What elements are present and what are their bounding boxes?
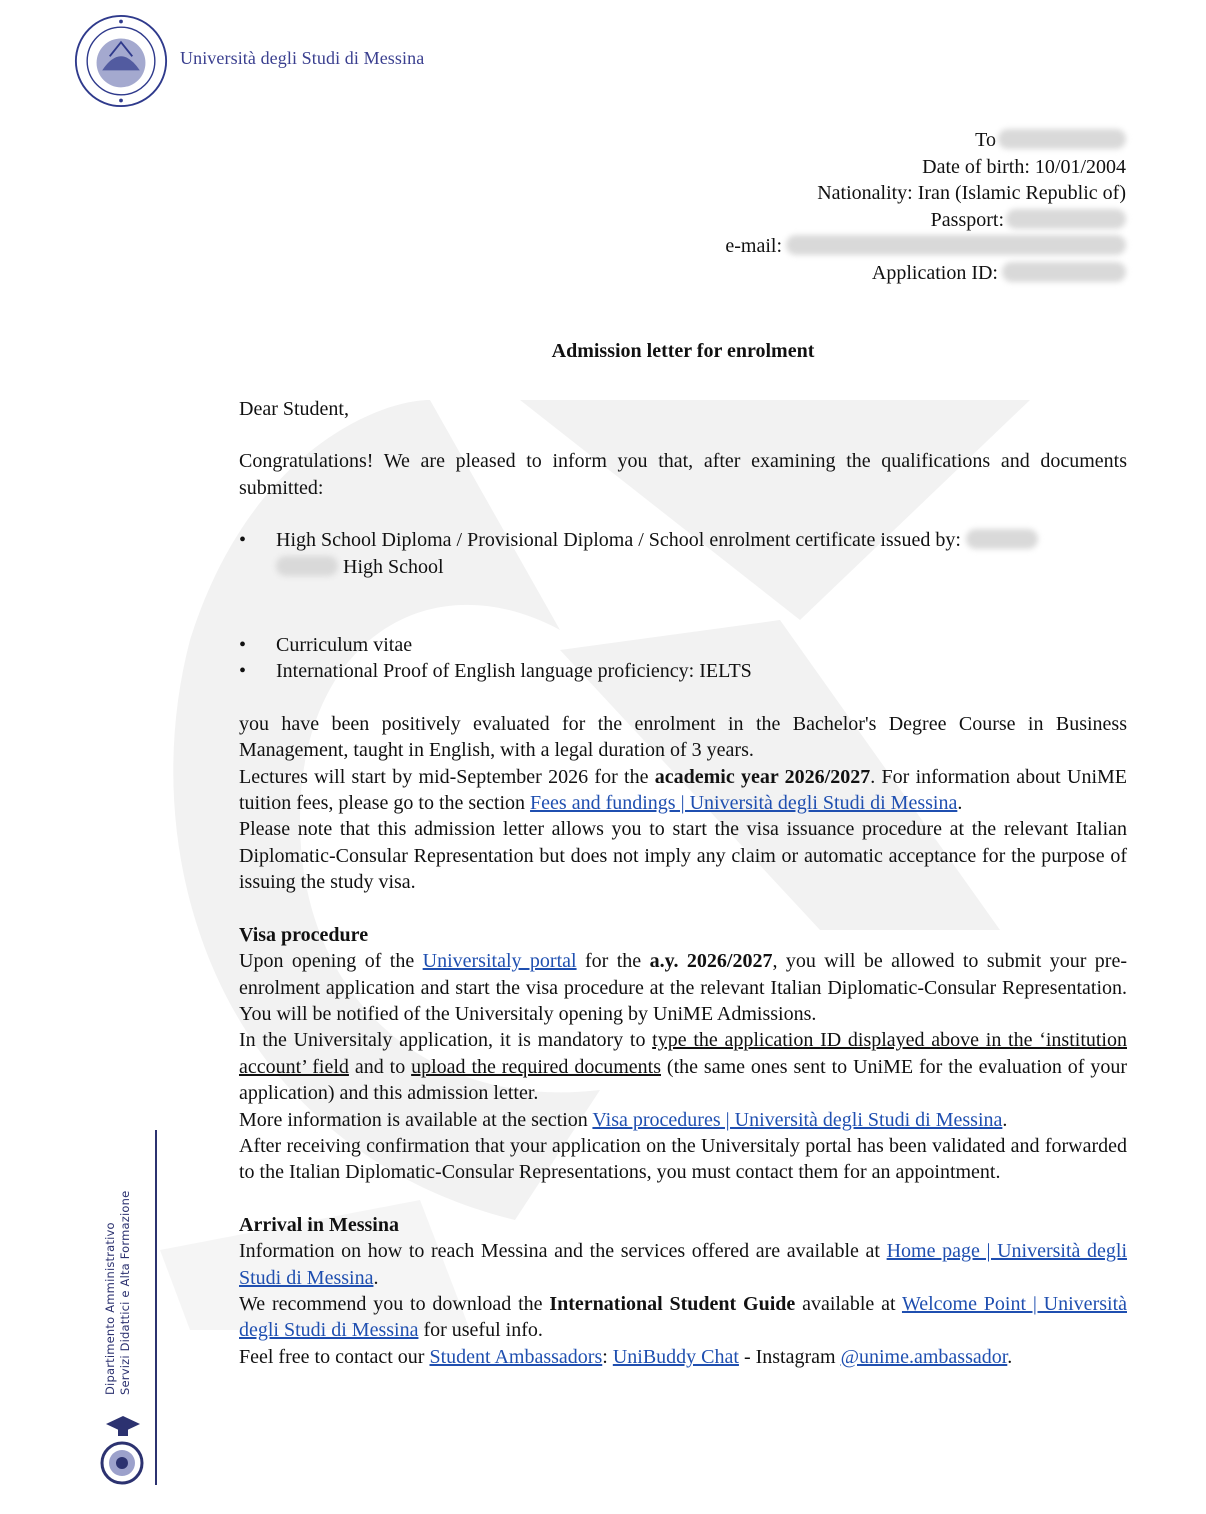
letter-title: Admission letter for enrolment [551, 340, 815, 362]
arrival-heading: Arrival in Messina [239, 1213, 399, 1236]
university-seal-icon [74, 14, 168, 108]
sidebar-divider [155, 1130, 157, 1485]
recipient-nationality: Nationality: Iran (Islamic Republic of) [817, 182, 1126, 204]
list-item-cv: • Curriculum vitae [239, 632, 1127, 658]
recipient-dob: Date of birth: 10/01/2004 [922, 155, 1126, 178]
university-name: Università degli Studi di Messina [180, 48, 425, 68]
documents-list-2 [239, 632, 1127, 685]
redacted-passport [1006, 209, 1126, 229]
recipient-block [526, 127, 1126, 286]
recipient-application-id: Application ID: [526, 260, 1126, 287]
department-label: Dipartimento Amministrativo Servizi Didattici e Alta Formazione [103, 1190, 132, 1395]
arrival-paragraph-1: Information on how to reach Messina and the services offered are available at Home page | Università degli Studi di Messina. [239, 1240, 1128, 1289]
home-page-link[interactable]: Home page | Università degli Studi di Messina [239, 1240, 1128, 1289]
visa-heading: Visa procedure [239, 923, 369, 946]
greeting: Dear Student, [239, 398, 349, 420]
intro-paragraph: Congratulations! We are pleased to inform you that, after examining the qualifications and documents submitted: [239, 450, 1127, 499]
student-ambassadors-link[interactable]: Student Ambassadors [429, 1345, 603, 1368]
visa-procedures-link[interactable]: Visa procedures | Università degli Studi di Messina [592, 1108, 1003, 1131]
visa-paragraph-3: More information is available at the section Visa procedures | Università degli Studi di Messina. [239, 1108, 1008, 1131]
visa-paragraph-4: After receiving confirmation that your application on the Universitaly portal has been validated and forwarded to the Italian Diplomatic-Consular Representations, you must contact them for an appointment. [239, 1134, 1127, 1184]
unibuddy-chat-link[interactable]: UniBuddy Chat [612, 1345, 739, 1368]
recipient-email: e-mail: [526, 233, 1126, 260]
recipient-to: To [526, 127, 1126, 154]
recipient-passport: Passport: [526, 207, 1126, 234]
list-item-english: • International Proof of English language proficiency: IELTS [239, 658, 1127, 684]
redacted-email [786, 235, 1126, 255]
fees-link[interactable]: Fees and fundings | Università degli Studi di Messina [530, 792, 958, 815]
department-logo-icon [98, 1408, 148, 1488]
redacted-school [966, 529, 1038, 549]
arrival-paragraph-2: We recommend you to download the International Student Guide available at Welcome Point | Università degli Studi di Messina for useful info. [239, 1292, 1127, 1342]
evaluation-paragraph: you have been positively evaluated for the enrolment in the Bachelor's Degree Course in Business Management, taught in English, with a legal duration of 3 years. [239, 712, 1127, 762]
redacted-school-name [276, 556, 338, 576]
universitaly-portal-link[interactable]: Universitaly portal [422, 950, 577, 973]
documents-list [239, 527, 1127, 580]
arrival-paragraph-3: Feel free to contact our Student Ambassadors: UniBuddy Chat - Instagram @unime.ambassador. [239, 1345, 1013, 1368]
redacted-name [998, 129, 1126, 149]
visa-paragraph-1: Upon opening of the Universitaly portal for the a.y. 2026/2027, you will be allowed to submit your pre-enrolment application and start the visa procedure at the relevant Italian Diplomatic-Consular Representation. You will be notified of the Universitaly opening by UniME Admissions. [239, 950, 1127, 1025]
redacted-application-id [1002, 262, 1126, 282]
lectures-paragraph: Lectures will start by mid-September 2026 for the academic year 2026/2027. For information about UniME tuition fees, please go to the section Fees and fundings | Università degli Studi di Messina. [239, 765, 1128, 815]
visa-paragraph-2: In the Universitaly application, it is mandatory to type the application ID displayed above in the ‘institution account’ field and to upload the required documents (the same ones sent to UniME for the evaluation of your application) and this admission letter. [239, 1029, 1128, 1105]
instagram-link[interactable]: @unime.ambassador [840, 1345, 1008, 1368]
letter-body [239, 396, 1127, 1370]
welcome-point-link[interactable]: Welcome Point | Università degli Studi di Messina [239, 1292, 1127, 1342]
list-item-diploma: • High School Diploma / Provisional Diploma / School enrolment certificate issued by: High School [239, 527, 1127, 580]
note-paragraph: Please note that this admission letter allows you to start the visa issuance procedure at the relevant Italian Diplomatic-Consular Representation but does not imply any claim or automatic acceptance for the purpose of issuing the study visa. [239, 818, 1127, 894]
